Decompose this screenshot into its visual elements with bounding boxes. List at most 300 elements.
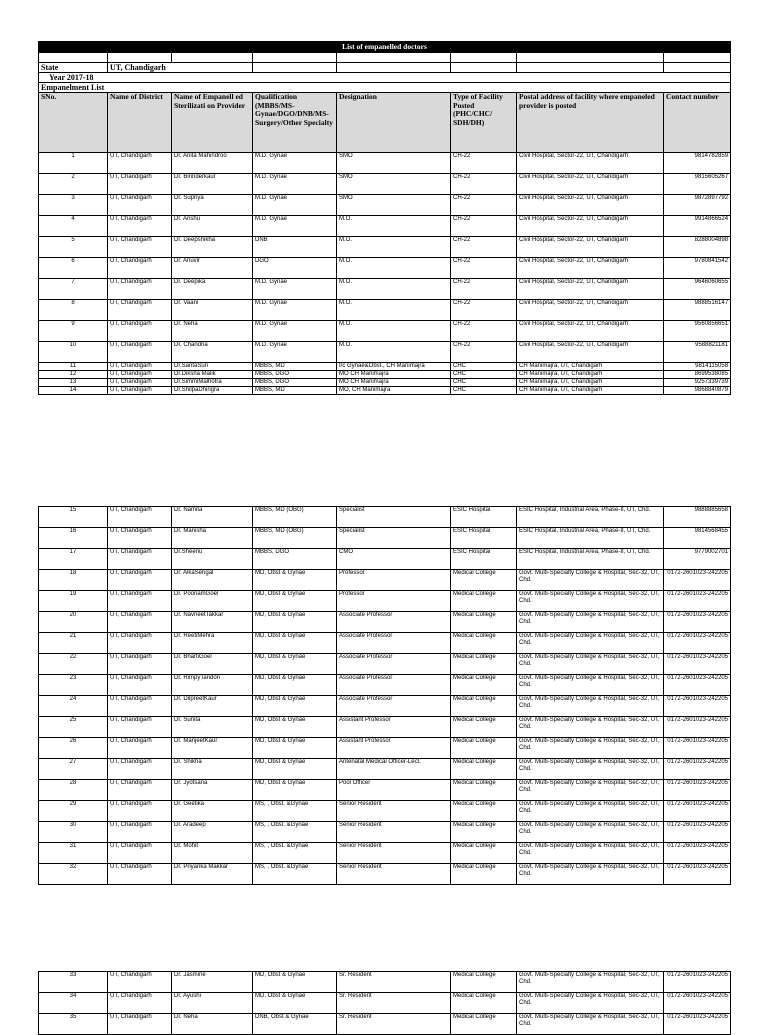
cell-facility-type: Medical College [451, 801, 517, 822]
table-row [39, 379, 731, 387]
cell-facility-type: Medical College [451, 654, 517, 675]
cell-contact: 0172-2601023-242205 [664, 570, 731, 591]
cell-provider-name: Dr.SimmiMalhotra [172, 379, 253, 387]
cell-qualification: MBBS, MD [253, 363, 337, 371]
cell-qualification: MD, Obst & Gynae [253, 612, 337, 633]
cell-contact: 0172-2601023-242205 [664, 696, 731, 717]
cell-contact: 9872897792 [664, 195, 731, 216]
cell-qualification: M.D. Gynae [253, 216, 337, 237]
spacer-row [39, 53, 731, 63]
cell-postal-address: Govt. Multi-Specialty College & Hospital, Sec-32, UT, Chd. [517, 801, 664, 822]
cell-designation: Assistant Professor [337, 738, 451, 759]
cell-sno: 14 [39, 387, 108, 395]
cell-postal-address: Civil Hospital, Sector-22, UT, Chandigarh [517, 279, 664, 300]
cell-contact: 0172-2601023-242205 [664, 993, 731, 1014]
table-row [39, 174, 731, 195]
cell-contact: 0172-2601023-242205 [664, 780, 731, 801]
cell-provider-name: Dr. Anshu [172, 216, 253, 237]
cell-contact: 9257339739 [664, 379, 731, 387]
cell-provider-name: Dr. Neha [172, 1014, 253, 1035]
cell-contact: 9868840879 [664, 387, 731, 395]
cell-district: UT, Chandigarh [108, 843, 172, 864]
cell-postal-address: Govt. Multi-Specialty College & Hospital, Sec-32, UT, Chd. [517, 864, 664, 885]
header-district: Name of District [108, 93, 172, 153]
cell-postal-address: Govt. Multi-Specialty College & Hospital, Sec-32, UT, Chd. [517, 696, 664, 717]
cell-provider-name: Dr. Manisha [172, 528, 253, 549]
cell-sno: 31 [39, 843, 108, 864]
cell-designation: Pool Officer [337, 780, 451, 801]
cell-postal-address: ESIC Hospital, Industrial Area, Phase-II, UT, Chd. [517, 528, 664, 549]
cell-contact: 0172-2601023-242205 [664, 654, 731, 675]
cell-designation: M.O. [337, 300, 451, 321]
cell-contact: 9780841542 [664, 258, 731, 279]
cell-district: UT, Chandigarh [108, 216, 172, 237]
year-label: Year 2017-18 [39, 73, 731, 83]
header-sno: SNo. [39, 93, 108, 153]
cell-sno: 35 [39, 1014, 108, 1035]
table-row [39, 528, 731, 549]
table-row [39, 279, 731, 300]
cell-postal-address: Civil Hospital, Sector-22, UT, Chandigarh [517, 237, 664, 258]
cell-qualification: MBBS, MD (OBG) [253, 507, 337, 528]
table-row [39, 696, 731, 717]
cell-sno: 4 [39, 216, 108, 237]
cell-qualification: MS, , Obst. &Gynae [253, 843, 337, 864]
cell-facility-type: Medical College [451, 738, 517, 759]
cell-sno: 7 [39, 279, 108, 300]
cell-sno: 20 [39, 612, 108, 633]
header-provider: Name of Empanell ed Sterilizati on Provider [172, 93, 253, 153]
cell-postal-address: Govt. Multi-Specialty College & Hospital, Sec-32, UT, Chd. [517, 780, 664, 801]
empanelment-table-page-2 [38, 506, 731, 885]
cell-provider-name: Dr. PoonamGoel [172, 591, 253, 612]
cell-provider-name: Dr. Shikha [172, 759, 253, 780]
state-value: UT, Chandigarh [108, 63, 253, 73]
cell-postal-address: Civil Hospital, Sector-22, UT, Chandigarh [517, 174, 664, 195]
table-row [39, 780, 731, 801]
cell-provider-name: Dr. Mohit [172, 843, 253, 864]
cell-sno: 11 [39, 363, 108, 371]
cell-designation: Associate Professor [337, 675, 451, 696]
table-row [39, 153, 731, 174]
table-row [39, 633, 731, 654]
cell-designation: Senior Resident [337, 801, 451, 822]
cell-facility-type: Medical College [451, 972, 517, 993]
cell-qualification: DNB [253, 237, 337, 258]
cell-qualification: MD, Obst & Gynae [253, 972, 337, 993]
cell-district: UT, Chandigarh [108, 1014, 172, 1035]
cell-facility-type: CHC [451, 363, 517, 371]
cell-qualification: M.D. Gynae [253, 174, 337, 195]
cell-postal-address: Govt. Multi-Specialty College & Hospital, Sec-32, UT, Chd. [517, 633, 664, 654]
cell-postal-address: Civil Hospital, Sector-22, UT, Chandigarh [517, 153, 664, 174]
cell-postal-address: Civil Hospital, Sector-22, UT, Chandigarh [517, 258, 664, 279]
cell-provider-name: Dr. Aradeep [172, 822, 253, 843]
cell-provider-name: Dr. Vaani [172, 300, 253, 321]
cell-provider-name: Dr. BhartiGoel [172, 654, 253, 675]
cell-facility-type: CH-22 [451, 237, 517, 258]
cell-district: UT, Chandigarh [108, 549, 172, 570]
cell-provider-name: Dr. ReetiMehra [172, 633, 253, 654]
cell-sno: 6 [39, 258, 108, 279]
cell-postal-address: Govt. Multi-Specialty College & Hospital, Sec-32, UT, Chd. [517, 759, 664, 780]
cell-qualification: MD, Obst & Gynae [253, 696, 337, 717]
cell-district: UT, Chandigarh [108, 801, 172, 822]
cell-provider-name: Dr.ShilpaDhingra [172, 387, 253, 395]
cell-facility-type: Medical College [451, 591, 517, 612]
cell-district: UT, Chandigarh [108, 738, 172, 759]
cell-sno: 16 [39, 528, 108, 549]
cell-facility-type: Medical College [451, 675, 517, 696]
cell-qualification: M.D. Gynae [253, 342, 337, 363]
cell-sno: 33 [39, 972, 108, 993]
cell-postal-address: Govt. Multi-Specialty College & Hospital, Sec-32, UT, Chd. [517, 717, 664, 738]
cell-facility-type: Medical College [451, 780, 517, 801]
cell-qualification: M.D. Gynae [253, 279, 337, 300]
cell-postal-address: Govt. Multi-Specialty College & Hospital, Sec-32, UT, Chd. [517, 822, 664, 843]
cell-provider-name: Dr. Namita [172, 507, 253, 528]
cell-district: UT, Chandigarh [108, 153, 172, 174]
cell-district: UT, Chandigarh [108, 507, 172, 528]
cell-qualification: M.D. Gynae [253, 195, 337, 216]
cell-qualification: MD, Obst & Gynae [253, 738, 337, 759]
cell-district: UT, Chandigarh [108, 759, 172, 780]
cell-sno: 1 [39, 153, 108, 174]
cell-facility-type: Medical College [451, 633, 517, 654]
cell-contact: 0172-2601023-242205 [664, 759, 731, 780]
cell-provider-name: Dr. DilpreetKaur [172, 696, 253, 717]
header-contact: Contact number [664, 93, 731, 153]
table-row [39, 993, 731, 1014]
cell-district: UT, Chandigarh [108, 321, 172, 342]
cell-postal-address: CH Manimajra, UT, Chandigarh [517, 379, 664, 387]
cell-designation: Associate Professor [337, 612, 451, 633]
cell-designation: Associate Professor [337, 654, 451, 675]
cell-qualification: MS, , Obst. &Gynae [253, 822, 337, 843]
table-row [39, 237, 731, 258]
cell-designation: Professor [337, 591, 451, 612]
cell-district: UT, Chandigarh [108, 300, 172, 321]
table-row [39, 591, 731, 612]
cell-district: UT, Chandigarh [108, 780, 172, 801]
header-row [39, 93, 731, 153]
cell-sno: 2 [39, 174, 108, 195]
cell-provider-name: Dr.SaritaSuri [172, 363, 253, 371]
cell-postal-address: Govt. Multi-Specialty College & Hospital, Sec-32, UT, Chd. [517, 570, 664, 591]
table-row [39, 387, 731, 395]
cell-provider-name: Dr. Jyotsana [172, 780, 253, 801]
cell-provider-name: Dr. Birinderkaur [172, 174, 253, 195]
cell-designation: MO, CH Manimajra [337, 387, 451, 395]
cell-sno: 10 [39, 342, 108, 363]
cell-provider-name: Dr. Anuvir [172, 258, 253, 279]
list-row [39, 83, 731, 93]
cell-postal-address: CH Manimajra, UT, Chandigarh [517, 371, 664, 379]
cell-designation: SMO [337, 153, 451, 174]
cell-qualification: M.D. Gynae [253, 300, 337, 321]
cell-provider-name: Dr. Ayushi [172, 993, 253, 1014]
cell-facility-type: CH-22 [451, 258, 517, 279]
cell-provider-name: Dr. AlkaSehgal [172, 570, 253, 591]
cell-designation: M.O. [337, 258, 451, 279]
cell-contact: 0172-2601023-242205 [664, 591, 731, 612]
table-row [39, 612, 731, 633]
header-qualification: Qualification (MBBS/MS-Gynae/DGO/DNB/MS-Surgery/Other Specialty [253, 93, 337, 153]
cell-facility-type: ESIC Hospital [451, 549, 517, 570]
cell-qualification: MD, Obst & Gynae [253, 717, 337, 738]
cell-sno: 17 [39, 549, 108, 570]
cell-contact: 0172-2601023-242205 [664, 675, 731, 696]
cell-qualification: DGO [253, 258, 337, 279]
table-row [39, 549, 731, 570]
cell-district: UT, Chandigarh [108, 570, 172, 591]
cell-designation: Senior Resident [337, 822, 451, 843]
cell-qualification: MD, Obst & Gynae [253, 591, 337, 612]
cell-qualification: MD, Obst & Gynae [253, 654, 337, 675]
cell-district: UT, Chandigarh [108, 528, 172, 549]
cell-contact: 0172-2601023-242205 [664, 822, 731, 843]
cell-qualification: MBBS, DGO [253, 549, 337, 570]
cell-postal-address: Govt. Multi-Specialty College & Hospital, Sec-32, UT, Chd. [517, 738, 664, 759]
cell-district: UT, Chandigarh [108, 174, 172, 195]
table-row [39, 843, 731, 864]
cell-qualification: M.D. Gynae [253, 153, 337, 174]
cell-postal-address: Govt. Multi-Specialty College & Hospital, Sec-32, UT, Chd. [517, 1014, 664, 1035]
cell-district: UT, Chandigarh [108, 972, 172, 993]
cell-sno: 18 [39, 570, 108, 591]
cell-designation: Antenatal Medical Officer-Lect. [337, 759, 451, 780]
table-row [39, 300, 731, 321]
cell-contact: 8699538085 [664, 371, 731, 379]
year-row [39, 73, 731, 83]
cell-sno: 12 [39, 371, 108, 379]
cell-sno: 22 [39, 654, 108, 675]
cell-provider-name: Dr. Deepshikha [172, 237, 253, 258]
cell-provider-name: Dr. Deepika [172, 279, 253, 300]
table-row [39, 1014, 731, 1035]
table-row [39, 570, 731, 591]
cell-provider-name: Dr. Priyanka Makkar [172, 864, 253, 885]
cell-facility-type: Medical College [451, 759, 517, 780]
cell-qualification: MBBS, MD (OBG) [253, 528, 337, 549]
cell-designation: M.O. [337, 321, 451, 342]
cell-district: UT, Chandigarh [108, 717, 172, 738]
table-row [39, 371, 731, 379]
cell-contact: 0172-2601023-242205 [664, 717, 731, 738]
cell-sno: 34 [39, 993, 108, 1014]
cell-district: UT, Chandigarh [108, 387, 172, 395]
cell-contact: 0172-2601023-242205 [664, 801, 731, 822]
table-row [39, 321, 731, 342]
table-row [39, 342, 731, 363]
list-label: Empanelment List [39, 83, 731, 93]
cell-postal-address: Govt. Multi-Specialty College & Hospital, Sec-32, UT, Chd. [517, 993, 664, 1014]
cell-district: UT, Chandigarh [108, 822, 172, 843]
table-row [39, 822, 731, 843]
cell-provider-name: Dr. Geetika [172, 801, 253, 822]
cell-sno: 25 [39, 717, 108, 738]
cell-sno: 9 [39, 321, 108, 342]
cell-contact: 9814115058 [664, 363, 731, 371]
table-row [39, 717, 731, 738]
cell-postal-address: CH Manimajra, UT, Chandigarh [517, 387, 664, 395]
cell-provider-name: Dr. ManjeetKaur [172, 738, 253, 759]
cell-contact: 9814568455 [664, 528, 731, 549]
cell-facility-type: ESIC Hospital [451, 528, 517, 549]
cell-facility-type: Medical College [451, 843, 517, 864]
cell-district: UT, Chandigarh [108, 258, 172, 279]
cell-qualification: MBBS, MD [253, 387, 337, 395]
cell-qualification: MD, Obst & Gynae [253, 759, 337, 780]
cell-facility-type: CH-22 [451, 153, 517, 174]
cell-postal-address: CH Manimajra, UT, Chandigarh [517, 363, 664, 371]
cell-designation: SMO [337, 174, 451, 195]
cell-district: UT, Chandigarh [108, 363, 172, 371]
cell-district: UT, Chandigarh [108, 371, 172, 379]
cell-facility-type: CH-22 [451, 195, 517, 216]
cell-district: UT, Chandigarh [108, 864, 172, 885]
cell-postal-address: Civil Hospital, Sector-22, UT, Chandigarh [517, 216, 664, 237]
cell-district: UT, Chandigarh [108, 993, 172, 1014]
cell-designation: Associate Professor [337, 633, 451, 654]
table-row [39, 675, 731, 696]
cell-postal-address: Civil Hospital, Sector-22, UT, Chandigarh [517, 195, 664, 216]
header-postal-address: Postal address of facility where empaneled provider is posted [517, 93, 664, 153]
cell-qualification: MBBS, DGO [253, 379, 337, 387]
table-row [39, 801, 731, 822]
cell-contact: 9815605267 [664, 174, 731, 195]
cell-provider-name: Dr. Sunita [172, 717, 253, 738]
cell-postal-address: ESIC Hospital, Industrial Area, Phase-II, UT, Chd. [517, 507, 664, 528]
cell-facility-type: CHC [451, 379, 517, 387]
cell-contact: 9779002701 [664, 549, 731, 570]
cell-qualification: DNB, Obst & Gynae [253, 1014, 337, 1035]
cell-designation: MO CH Manimajra [337, 379, 451, 387]
cell-contact: 9560856651 [664, 321, 731, 342]
table-row [39, 216, 731, 237]
cell-facility-type: Medical College [451, 612, 517, 633]
cell-district: UT, Chandigarh [108, 696, 172, 717]
state-row [39, 63, 731, 73]
cell-designation: MO CH Manimajra [337, 371, 451, 379]
cell-provider-name: Dr. Anita Mahindroo [172, 153, 253, 174]
cell-provider-name: Dr. Chandna [172, 342, 253, 363]
cell-designation: M.O. [337, 279, 451, 300]
cell-district: UT, Chandigarh [108, 379, 172, 387]
cell-postal-address: Civil Hospital, Sector-22, UT, Chandigarh [517, 321, 664, 342]
cell-designation: Sr. Resident [337, 1014, 451, 1035]
cell-designation: M.O. [337, 237, 451, 258]
cell-contact: 0172-2601023-242205 [664, 1014, 731, 1035]
cell-designation: Specialist [337, 528, 451, 549]
cell-district: UT, Chandigarh [108, 342, 172, 363]
cell-qualification: MD, Obst & Gynae [253, 633, 337, 654]
document-title: List of empanelled doctors [39, 42, 731, 53]
cell-district: UT, Chandigarh [108, 195, 172, 216]
cell-provider-name: Dr. Jasmine [172, 972, 253, 993]
cell-sno: 5 [39, 237, 108, 258]
cell-provider-name: Dr.Sheenu [172, 549, 253, 570]
empanelment-table-page-1 [38, 41, 731, 395]
table-row [39, 864, 731, 885]
cell-district: UT, Chandigarh [108, 612, 172, 633]
cell-sno: 19 [39, 591, 108, 612]
cell-contact: 9646060655 [664, 279, 731, 300]
cell-facility-type: CH-22 [451, 321, 517, 342]
cell-designation: Assistant Professor [337, 717, 451, 738]
cell-sno: 27 [39, 759, 108, 780]
cell-sno: 8 [39, 300, 108, 321]
cell-contact: 9888516147 [664, 300, 731, 321]
cell-contact: 9588821181 [664, 342, 731, 363]
cell-facility-type: CHC [451, 371, 517, 379]
cell-postal-address: Govt. Multi-Specialty College & Hospital, Sec-32, UT, Chd. [517, 612, 664, 633]
cell-facility-type: Medical College [451, 696, 517, 717]
cell-designation: SMO [337, 195, 451, 216]
cell-sno: 32 [39, 864, 108, 885]
cell-postal-address: Govt. Multi-Specialty College & Hospital, Sec-32, UT, Chd. [517, 675, 664, 696]
cell-qualification: MBBS, DGO [253, 371, 337, 379]
cell-sno: 3 [39, 195, 108, 216]
cell-sno: 15 [39, 507, 108, 528]
cell-qualification: M.D. Gynae [253, 321, 337, 342]
cell-qualification: MS, , Obst. &Gynae [253, 801, 337, 822]
cell-facility-type: Medical College [451, 1014, 517, 1035]
cell-facility-type: Medical College [451, 993, 517, 1014]
cell-qualification: MD, Obst & Gynae [253, 675, 337, 696]
empanelment-table-page-3 [38, 971, 731, 1035]
cell-sno: 24 [39, 696, 108, 717]
cell-designation: M.O. [337, 216, 451, 237]
cell-contact: 9888885658 [664, 507, 731, 528]
cell-designation: M.O. [337, 342, 451, 363]
header-designation: Designation [337, 93, 451, 153]
cell-provider-name: Dr. NavneetTakkar [172, 612, 253, 633]
cell-sno: 26 [39, 738, 108, 759]
table-row [39, 759, 731, 780]
table-row [39, 258, 731, 279]
cell-designation: Senior Resident [337, 864, 451, 885]
cell-provider-name: Dr. RimpyTandon [172, 675, 253, 696]
table-row [39, 738, 731, 759]
state-label: State [39, 63, 108, 73]
cell-facility-type: ESIC Hospital [451, 507, 517, 528]
table-row [39, 363, 731, 371]
cell-sno: 28 [39, 780, 108, 801]
cell-qualification: MD, Obst & Gynae [253, 570, 337, 591]
cell-contact: 9914866524 [664, 216, 731, 237]
table-row [39, 195, 731, 216]
cell-postal-address: ESIC Hospital, Industrial Area, Phase-II, UT, Chd. [517, 549, 664, 570]
cell-contact: 0172-2601023-242205 [664, 864, 731, 885]
cell-district: UT, Chandigarh [108, 654, 172, 675]
cell-designation: I/c Gynae&Obst., CH Manimajra [337, 363, 451, 371]
cell-designation: Specialist [337, 507, 451, 528]
cell-sno: 23 [39, 675, 108, 696]
cell-postal-address: Govt. Multi-Specialty College & Hospital, Sec-32, UT, Chd. [517, 591, 664, 612]
cell-district: UT, Chandigarh [108, 633, 172, 654]
cell-postal-address: Govt. Multi-Specialty College & Hospital, Sec-32, UT, Chd. [517, 843, 664, 864]
cell-sno: 13 [39, 379, 108, 387]
cell-designation: Sr. Resident [337, 993, 451, 1014]
cell-facility-type: Medical College [451, 570, 517, 591]
cell-postal-address: Govt. Multi-Specialty College & Hospital, Sec-32, UT, Chd. [517, 972, 664, 993]
cell-facility-type: CH-22 [451, 300, 517, 321]
cell-designation: Senior Resident [337, 843, 451, 864]
cell-facility-type: Medical College [451, 864, 517, 885]
cell-contact: 0172-2601023-242205 [664, 843, 731, 864]
cell-contact: 8288004898 [664, 237, 731, 258]
